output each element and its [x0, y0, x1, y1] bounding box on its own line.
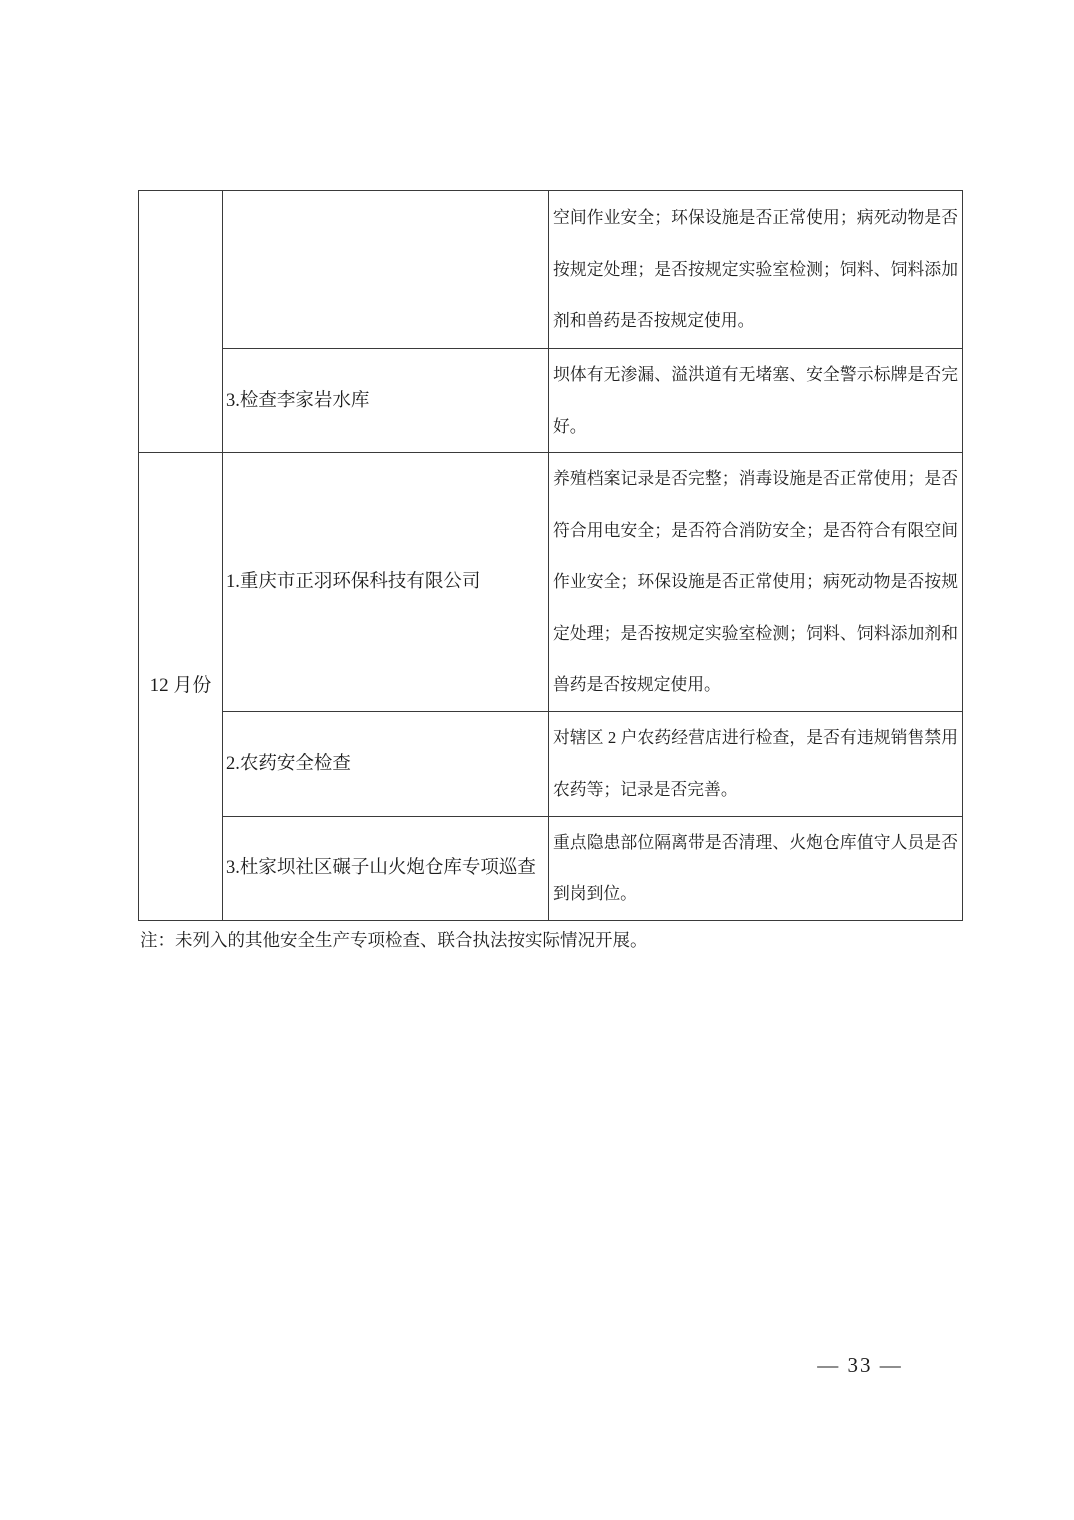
item-cell	[223, 191, 549, 349]
table-row	[139, 711, 963, 816]
page-number: — 33 —	[817, 1353, 903, 1377]
month-cell-december: 12 月份	[139, 453, 223, 921]
content-cell: 空间作业安全；环保设施是否正常使用；病死动物是否按规定处理；是否按规定实验室检测；饲料、饲料添加剂和兽药是否按规定使用。	[549, 191, 963, 349]
table-row	[139, 453, 963, 712]
item-cell: 3.杜家坝社区碾子山火炮仓库专项巡查	[223, 816, 549, 920]
content-cell: 重点隐患部位隔离带是否清理、火炮仓库值守人员是否到岗到位。	[549, 816, 963, 920]
table-row	[139, 816, 963, 920]
content-cell: 养殖档案记录是否完整；消毒设施是否正常使用；是否符合用电安全；是否符合消防安全；是否符合有限空间作业安全；环保设施是否正常使用；病死动物是否按规定处理；是否按规定实验室检测；饲料、饲料添加剂和兽药是否按规定使用。	[549, 453, 963, 712]
item-cell: 2.农药安全检查	[223, 711, 549, 816]
table-row	[139, 349, 963, 453]
item-cell: 1.重庆市正羽环保科技有限公司	[223, 453, 549, 712]
table-row	[139, 191, 963, 349]
item-cell: 3.检查李家岩水库	[223, 349, 549, 453]
inspection-schedule-table	[138, 190, 963, 921]
content-cell: 坝体有无渗漏、溢洪道有无堵塞、安全警示标牌是否完好。	[549, 349, 963, 453]
month-cell-continued	[139, 191, 223, 453]
content-cell: 对辖区 2 户农药经营店进行检查，是否有违规销售禁用农药等；记录是否完善。	[549, 711, 963, 816]
footnote: 注：未列入的其他安全生产专项检查、联合执法按实际情况开展。	[140, 930, 648, 950]
